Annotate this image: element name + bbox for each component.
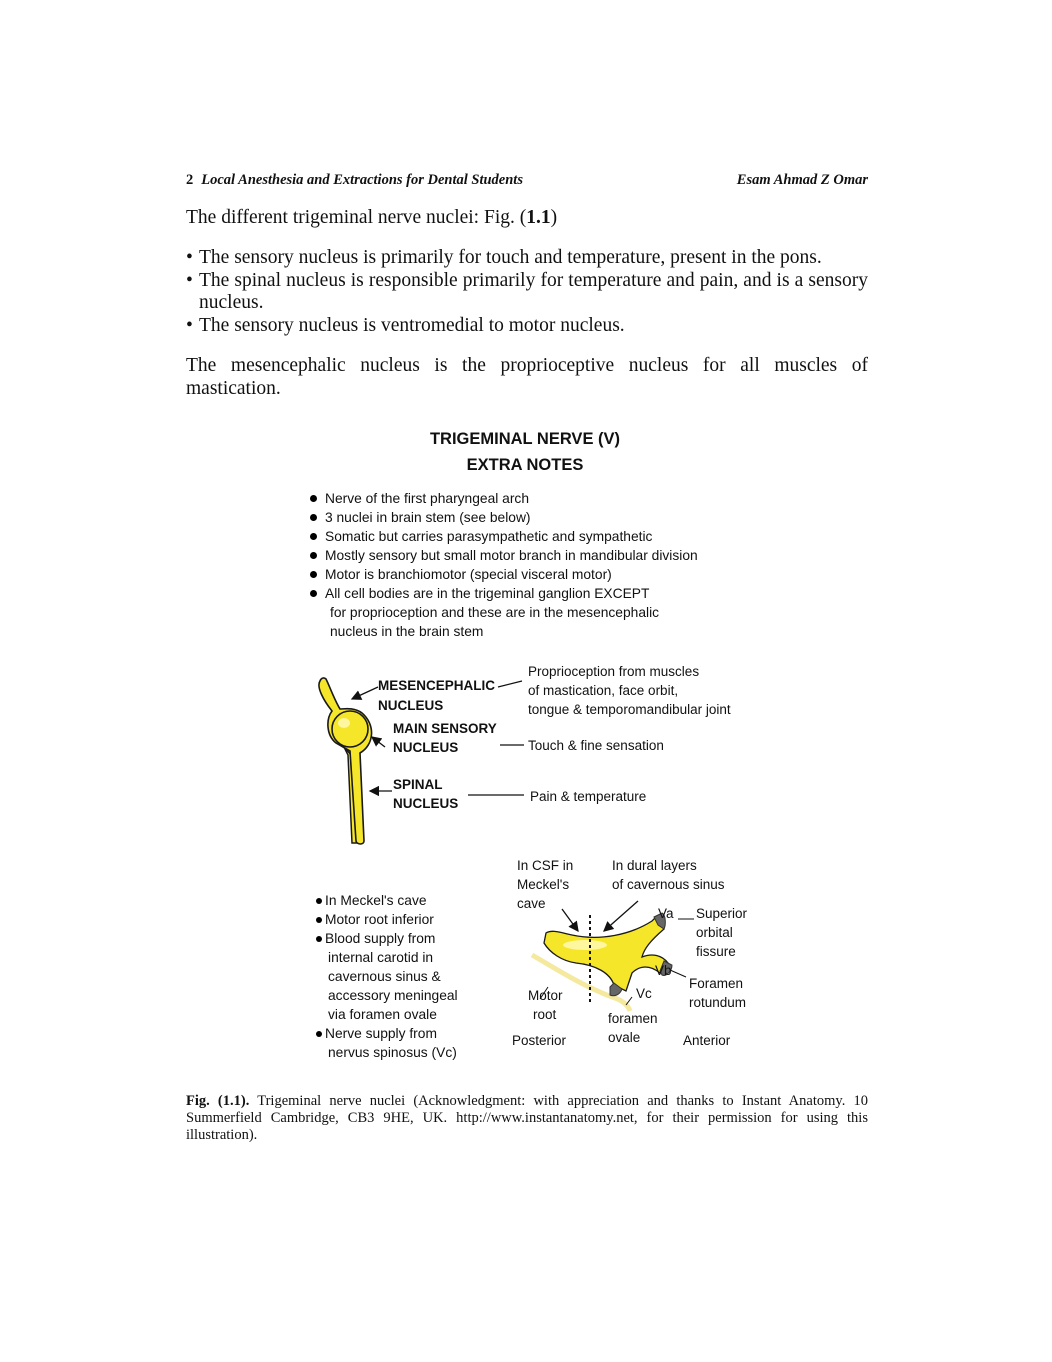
author-name: Esam Ahmad Z Omar [736,172,868,188]
mesencephalic-label: MESENCEPHALIC [378,678,496,693]
list-item: 3 nuclei in brain stem (see below) [310,508,531,527]
figure-title: TRIGEMINAL NERVE (V) [429,430,621,448]
main-sensory-label-2: NUCLEUS [393,740,459,755]
motor-root-label: Motor [528,988,563,1003]
list-item: • The sensory nucleus is ventromedial to motor nucleus. [186,315,868,338]
bullet-icon [316,936,322,942]
motor-root-label-2: root [533,1007,557,1022]
figure-subtitle: EXTRA NOTES [466,456,584,474]
list-item: Motor root inferior [316,910,434,929]
leader-vb [670,970,686,977]
book-title: Local Anesthesia and Extractions for Dental Students [201,172,523,188]
intro-line [186,206,868,229]
foramen-rotundum-label: Foramen [689,976,744,991]
csf-label-3: cave [517,896,546,911]
foramen-ovale-label: foramen [608,1011,658,1026]
list-item: Motor is branchiomotor (special visceral motor) [310,565,612,584]
anterior-label: Anterior [683,1033,731,1048]
figure-caption [186,1093,868,1144]
list-item: • The spinal nucleus is responsible primarily for temperature and pain, and is a sensory nucleus. [186,270,868,315]
main-sensory-label: MAIN SENSORY [393,721,497,736]
list-item: Nerve of the first pharyngeal arch [310,489,529,508]
caption-text-end: , for their permission for using this illustration). [186,1110,868,1143]
mesencephalic-description-2: of mastication, face orbit, [528,683,679,698]
superior-orbital-label: Superior [696,906,748,921]
bullet-icon [316,1031,322,1037]
bullet-icon [316,898,322,904]
arrow-csf [562,909,578,931]
list-item-continuation: for proprioception and these are in the mesencephalic [330,605,660,620]
posterior-label: Posterior [512,1033,567,1048]
spinal-label: SPINAL [393,777,443,792]
mesencephalic-description-3: tongue & temporomandibular joint [528,702,731,717]
list-item: All cell bodies are in the trigeminal ganglion EXCEPT [310,584,649,603]
list-item-continuation: cavernous sinus & [328,969,441,984]
csf-label: In CSF in [517,858,574,873]
superior-orbital-label-3: fissure [696,944,736,959]
page-number: 2 [186,172,194,188]
vb-label: Vb [655,963,672,978]
main-sensory-description: Touch & fine sensation [528,738,664,753]
list-item-continuation: nervus spinosus (Vc) [328,1045,457,1060]
caption-label: Fig. (1.1). [186,1093,250,1109]
list-item: Somatic but carries parasympathetic and sympathetic [310,527,652,546]
figure-ref: 1.1 [526,207,551,228]
list-item: Nerve supply from [316,1024,437,1043]
paragraph-line: The mesencephalic nucleus is the proprioceptive nucleus for all muscles of [186,355,868,376]
vc-label: Vc [636,986,652,1001]
spinal-description: Pain & temperature [530,789,647,804]
arrow-dural [604,901,638,931]
list-item: Mostly sensory but small motor branch in mandibular division [310,546,698,565]
intro-text: The different trigeminal nerve nuclei: Fig. ( [186,207,527,228]
mesencephalic-description: Proprioception from muscles [528,664,700,679]
brainstem-nuclei-shape [319,678,372,844]
foramen-ovale-label-2: ovale [608,1030,641,1045]
intro-close: ) [550,207,558,228]
running-header [186,172,868,192]
list-item: Blood supply from [316,929,435,948]
connector-line [498,681,522,687]
list-item-continuation: accessory meningeal [328,988,458,1003]
dural-label-2: of cavernous sinus [612,877,725,892]
mesencephalic-label-2: NUCLEUS [378,698,444,713]
list-item: In Meckel's cave [316,891,427,910]
leader-vc [626,997,632,1005]
superior-orbital-label-2: orbital [696,925,733,940]
dural-label: In dural layers [612,858,697,873]
trigeminal-figure [300,425,780,1075]
paragraph-line: mastication. [186,378,281,399]
nuclei-bullet-list [186,247,868,337]
va-label: Va [658,906,674,921]
list-item-continuation: via foramen ovale [328,1007,437,1022]
caption-link[interactable]: http://www.instantanatomy.net [456,1110,634,1126]
spinal-label-2: NUCLEUS [393,796,459,811]
arrow-main-sensory [372,737,385,747]
csf-label-2: Meckel's [517,877,570,892]
list-item: • The sensory nucleus is primarily for touch and temperature, present in the pons. [186,247,868,270]
bullet-icon [316,917,322,923]
foramen-rotundum-label-2: rotundum [689,995,747,1010]
arrow-mesencephalic [352,687,378,699]
list-item-continuation: internal carotid in [328,950,434,965]
list-item-continuation: nucleus in the brain stem [330,624,484,639]
caption-text: Trigeminal nerve nuclei (Acknowledgment: with appreciation and thanks to Instant Anatomy. 10 Summerfield Cambridge, CB3 9HE, UK. [186,1093,868,1126]
mesencephalic-paragraph [186,354,868,400]
